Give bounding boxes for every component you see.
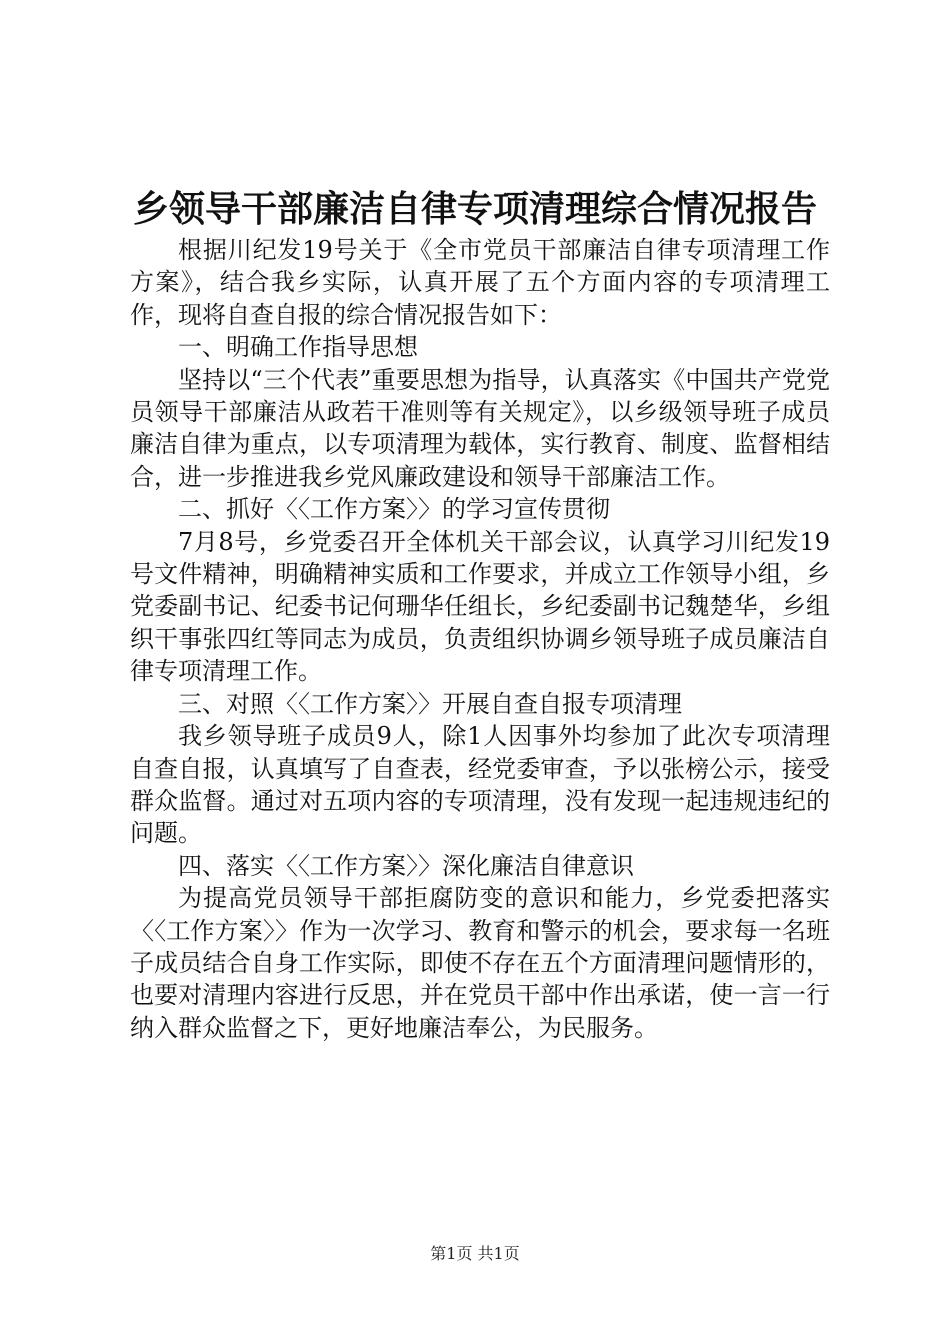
section-heading-2: 二、抓好〈〈工作方案〉〉的学习宣传贯彻 bbox=[178, 495, 610, 524]
document-body bbox=[130, 234, 830, 1044]
section-2-paragraph: 7月8号，乡党委召开全体机关干部会议，认真学习川纪发19号文件精神，明确精神实质和工作要求，并成立工作领导小组，乡党委副书记、纪委书记何珊华任组长，乡纪委副书记魏楚华，乡组织干事张四红等同志为成员，负责组织协调乡领导班子成员廉洁自律专项清理工作。 bbox=[130, 527, 830, 686]
section-heading-1: 一、明确工作指导思想 bbox=[178, 333, 418, 362]
intro-paragraph: 根据川纪发19号关于《全市党员干部廉洁自律专项清理工作方案》，结合我乡实际，认真开展了五个方面内容的专项清理工作，现将自查自报的综合情况报告如下： bbox=[130, 236, 830, 329]
section-1-paragraph: 坚持以“三个代表”重要思想为指导，认真落实《中国共产党党员领导干部廉洁从政若干准则等有关规定》，以乡级领导班子成员廉洁自律为重点，以专项清理为载体，实行教育、制度、监督相结合，进一步推进我乡党风廉政建设和领导干部廉洁工作。 bbox=[130, 365, 830, 491]
section-heading-3: 三、对照〈〈工作方案〉〉开展自查自报专项清理 bbox=[178, 689, 682, 718]
section-heading-4: 四、落实〈〈工作方案〉〉深化廉洁自律意识 bbox=[178, 851, 634, 880]
section-4-paragraph: 为提高党员领导干部拒腐防变的意识和能力，乡党委把落实〈〈工作方案〉〉作为一次学习、教育和警示的机会，要求每一名班子成员结合自身工作实际，即使不存在五个方面清理问题情形的，也要对清理内容进行反思，并在党员干部中作出承诺，使一言一行纳入群众监督之下，更好地廉洁奉公，为民服务。 bbox=[130, 884, 830, 1042]
page-footer: 第1页 共1页 bbox=[430, 1244, 520, 1263]
document-title: 乡领导干部廉洁自律专项清理综合情况报告 bbox=[132, 188, 817, 230]
section-3-paragraph: 我乡领导班子成员9人，除1人因事外均参加了此次专项清理自查自报，认真填写了自查表，经党委审查，予以张榜公示，接受群众监督。通过对五项内容的专项清理，没有发现一起违规违纪的问题。 bbox=[130, 722, 830, 848]
